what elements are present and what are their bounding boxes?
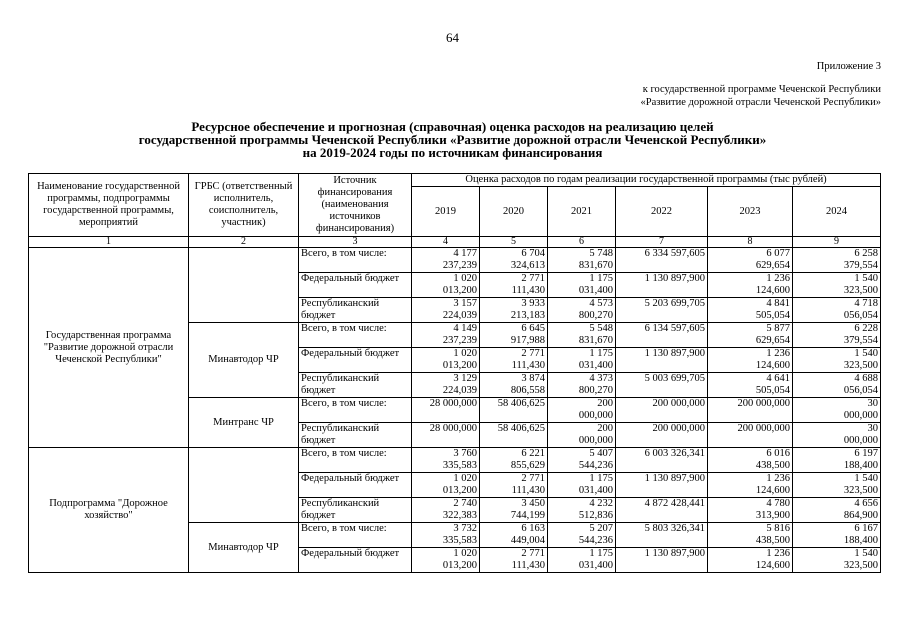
funding-source-cell: Республиканский бюджет [299, 298, 412, 323]
amount-cell: 1 540 323,500 [793, 548, 881, 573]
appendix-note [641, 60, 881, 109]
grbs-cell: Минтранс ЧР [189, 398, 299, 448]
amount-cell: 4 641 505,054 [708, 373, 793, 398]
funding-source-cell: Республиканский бюджет [299, 373, 412, 398]
amount-cell: 1 130 897,900 [616, 273, 708, 298]
header-source: Источник финансирования (наименования источников финансирования) [299, 174, 412, 237]
amount-cell: 4 573 800,270 [548, 298, 616, 323]
amount-cell: 200 000,000 [708, 398, 793, 423]
amount-cell: 58 406,625 [480, 423, 548, 448]
funding-source-cell: Республиканский бюджет [299, 423, 412, 448]
amount-cell: 1 540 323,500 [793, 273, 881, 298]
amount-cell: 6 197 188,400 [793, 448, 881, 473]
amount-cell: 5 203 699,705 [616, 298, 708, 323]
appendix-program-name: «Развитие дорожной отрасли Чеченской Республики» [640, 97, 881, 108]
amount-cell: 200 000,000 [548, 423, 616, 448]
amount-cell: 6 016 438,500 [708, 448, 793, 473]
amount-cell: 28 000,000 [412, 423, 480, 448]
amount-cell: 1 020 013,200 [412, 548, 480, 573]
amount-cell: 6 077 629,654 [708, 248, 793, 273]
amount-cell: 1 236 124,600 [708, 473, 793, 498]
amount-cell: 1 130 897,900 [616, 548, 708, 573]
amount-cell: 1 020 013,200 [412, 473, 480, 498]
column-number: 2 [189, 237, 299, 248]
amount-cell: 1 236 124,600 [708, 273, 793, 298]
table-row [29, 248, 881, 273]
amount-cell: 1 130 897,900 [616, 473, 708, 498]
amount-cell: 5 816 438,500 [708, 523, 793, 548]
column-number: 3 [299, 237, 412, 248]
column-number: 8 [708, 237, 793, 248]
amount-cell: 6 003 326,341 [616, 448, 708, 473]
amount-cell: 1 175 031,400 [548, 473, 616, 498]
column-number-row [29, 237, 881, 248]
title-line-2: государственной программы Чеченской Республики «Развитие дорожной отрасли Чеченской Республики» [138, 132, 767, 147]
amount-cell: 3 157 224,039 [412, 298, 480, 323]
amount-cell: 4 841 505,054 [708, 298, 793, 323]
amount-cell: 30 000,000 [793, 398, 881, 423]
grbs-cell: Минавтодор ЧР [189, 523, 299, 573]
header-year: 2019 [412, 187, 480, 237]
funding-source-cell: Всего, в том числе: [299, 398, 412, 423]
amount-cell: 6 334 597,605 [616, 248, 708, 273]
amount-cell: 1 130 897,900 [616, 348, 708, 373]
funding-source-cell: Всего, в том числе: [299, 248, 412, 273]
funding-source-cell: Федеральный бюджет [299, 473, 412, 498]
appendix-program-line: к государственной программе Чеченской Республики [642, 84, 881, 95]
amount-cell: 4 373 800,270 [548, 373, 616, 398]
amount-cell: 6 167 188,400 [793, 523, 881, 548]
program-name-cell: Подпрограмма "Дорожное хозяйство" [29, 448, 189, 573]
table-body [29, 248, 881, 573]
amount-cell: 1 540 323,500 [793, 473, 881, 498]
grbs-cell [189, 248, 299, 323]
amount-cell: 6 221 855,629 [480, 448, 548, 473]
amount-cell: 3 450 744,199 [480, 498, 548, 523]
amount-cell: 3 760 335,583 [412, 448, 480, 473]
funding-source-cell: Республиканский бюджет [299, 498, 412, 523]
amount-cell: 3 874 806,558 [480, 373, 548, 398]
amount-cell: 5 003 699,705 [616, 373, 708, 398]
amount-cell: 2 771 111,430 [480, 273, 548, 298]
amount-cell: 4 656 864,900 [793, 498, 881, 523]
program-name-cell: Государственная программа "Развитие дорожной отрасли Чеченской Республики" [29, 248, 189, 448]
grbs-cell [189, 448, 299, 523]
column-number: 5 [480, 237, 548, 248]
amount-cell: 5 748 831,670 [548, 248, 616, 273]
amount-cell: 3 129 224,039 [412, 373, 480, 398]
amount-cell: 200 000,000 [616, 398, 708, 423]
amount-cell: 1 020 013,200 [412, 348, 480, 373]
amount-cell: 5 877 629,654 [708, 323, 793, 348]
amount-cell: 4 149 237,239 [412, 323, 480, 348]
column-number: 9 [793, 237, 881, 248]
budget-table [28, 173, 881, 573]
header-year: 2020 [480, 187, 548, 237]
amount-cell: 1 236 124,600 [708, 548, 793, 573]
document-title [0, 120, 905, 159]
amount-cell: 1 175 031,400 [548, 348, 616, 373]
amount-cell: 6 258 379,554 [793, 248, 881, 273]
amount-cell: 2 771 111,430 [480, 473, 548, 498]
funding-source-cell: Федеральный бюджет [299, 273, 412, 298]
amount-cell: 6 704 324,613 [480, 248, 548, 273]
header-year: 2022 [616, 187, 708, 237]
column-number: 6 [548, 237, 616, 248]
amount-cell: 2 771 111,430 [480, 348, 548, 373]
amount-cell: 30 000,000 [793, 423, 881, 448]
amount-cell: 6 134 597,605 [616, 323, 708, 348]
amount-cell: 4 780 313,900 [708, 498, 793, 523]
header-year: 2023 [708, 187, 793, 237]
amount-cell: 1 236 124,600 [708, 348, 793, 373]
funding-source-cell: Всего, в том числе: [299, 523, 412, 548]
amount-cell: 1 020 013,200 [412, 273, 480, 298]
amount-cell: 5 803 326,341 [616, 523, 708, 548]
amount-cell: 200 000,000 [548, 398, 616, 423]
amount-cell: 4 872 428,441 [616, 498, 708, 523]
grbs-cell: Минавтодор ЧР [189, 323, 299, 398]
amount-cell: 6 228 379,554 [793, 323, 881, 348]
amount-cell: 1 175 031,400 [548, 273, 616, 298]
funding-source-cell: Федеральный бюджет [299, 348, 412, 373]
header-estimate: Оценка расходов по годам реализации государственной программы (тыс рублей) [412, 174, 881, 187]
amount-cell: 4 688 056,054 [793, 373, 881, 398]
amount-cell: 5 548 831,670 [548, 323, 616, 348]
amount-cell: 200 000,000 [616, 423, 708, 448]
amount-cell: 58 406,625 [480, 398, 548, 423]
funding-source-cell: Всего, в том числе: [299, 323, 412, 348]
amount-cell: 2 771 111,430 [480, 548, 548, 573]
header-grbs: ГРБС (ответственный исполнитель, соисполнитель, участник) [189, 174, 299, 237]
amount-cell: 200 000,000 [708, 423, 793, 448]
column-number: 4 [412, 237, 480, 248]
funding-source-cell: Федеральный бюджет [299, 548, 412, 573]
column-number: 1 [29, 237, 189, 248]
title-line-1: Ресурсное обеспечение и прогнозная (справочная) оценка расходов на реализацию целей [191, 119, 714, 134]
page-number: 64 [446, 30, 459, 45]
amount-cell: 4 232 512,836 [548, 498, 616, 523]
header-year: 2021 [548, 187, 616, 237]
table-row [29, 448, 881, 473]
title-line-3: на 2019-2024 годы по источникам финансирования [302, 145, 603, 160]
amount-cell: 3 933 213,183 [480, 298, 548, 323]
amount-cell: 1 540 323,500 [793, 348, 881, 373]
amount-cell: 1 175 031,400 [548, 548, 616, 573]
amount-cell: 5 407 544,236 [548, 448, 616, 473]
amount-cell: 4 718 056,054 [793, 298, 881, 323]
funding-source-cell: Всего, в том числе: [299, 448, 412, 473]
amount-cell: 4 177 237,239 [412, 248, 480, 273]
amount-cell: 6 163 449,004 [480, 523, 548, 548]
amount-cell: 28 000,000 [412, 398, 480, 423]
header-year: 2024 [793, 187, 881, 237]
appendix-label: Приложение 3 [816, 61, 881, 72]
column-number: 7 [616, 237, 708, 248]
header-name: Наименование государственной программы, подпрограммы государственной программы, мероприятий [29, 174, 189, 237]
amount-cell: 3 732 335,583 [412, 523, 480, 548]
amount-cell: 5 207 544,236 [548, 523, 616, 548]
amount-cell: 6 645 917,988 [480, 323, 548, 348]
amount-cell: 2 740 322,383 [412, 498, 480, 523]
